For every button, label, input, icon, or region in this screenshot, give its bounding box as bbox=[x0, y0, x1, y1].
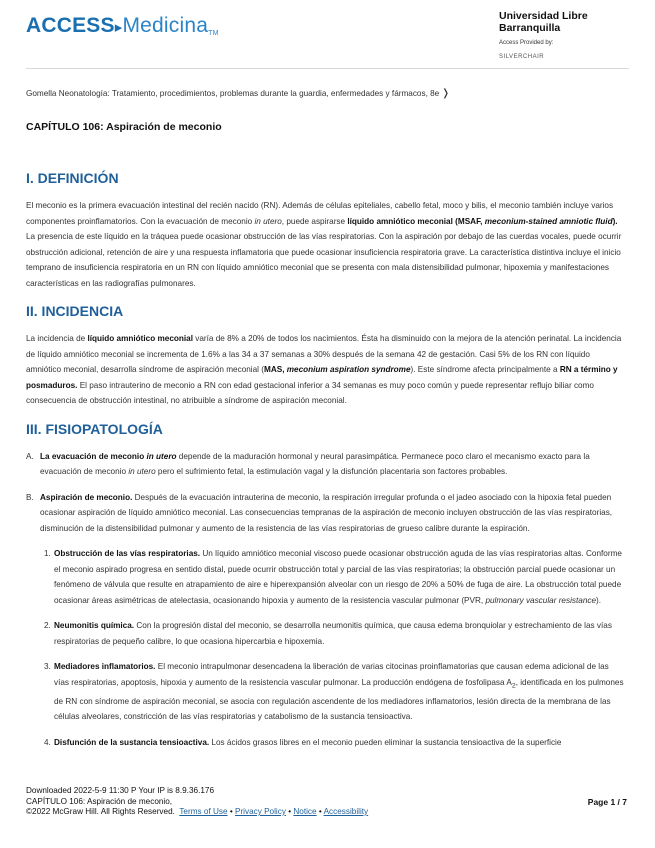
list-item-2: 2. Neumonitis química. Con la progresión distal del meconio, se desarrolla neumonitis química, que causa edema bronquiolar y estrechamiento de las vías respiratorias de pequeño calibre, lo que ocasiona hipercarbia e hipoxemia. bbox=[26, 618, 626, 649]
list-item-b: B. Aspiración de meconio. Después de la evacuación intrauterina de meconio, la respiración irregular profunda o el jadeo asociado con la hipoxia fetal pueden ocasionar aspiración de líquido amniótico meconial. Las consecuencias tempranas de la aspiración de meconio incluyen obstrucción de las vías respiratorias, disminución de la distensibilidad pulmonar y aumento de la resistencia de las vías respiratorias de grueso calibre durante la espiración. bbox=[26, 490, 626, 537]
logo-arrow-icon: ▸ bbox=[114, 19, 123, 36]
logo-access: ACCESS bbox=[26, 14, 115, 37]
list-item-3: 3. Mediadores inflamatorios. El meconio intrapulmonar desencadena la liberación de varias citocinas proinflamatorias que causan edema adicional de las vías respiratorias, apoptosis, hipoxia y aumento de la resistencia vascular pulmonar. La producción endógena de fosfolipasa $A_2$, identificada en los pulmones de RN con síndrome de aspiración meconial, se asocia con regulación ascendente de los mediadores inflamatorios, lesión directa de la membrana de las células alveolares, constricción de las vías respiratorias y catabolismo de la sustancia tensioactiva. bbox=[26, 659, 626, 725]
footer-legal: ©2022 McGraw Hill. All Rights Reserved. Terms of Use • Privacy Policy • Notice • Accessibility bbox=[26, 807, 369, 816]
incidencia-paragraph: La incidencia de líquido amniótico meconial varía de 8% a 20% de todos los nacimientos. Ésta ha disminuido con la mejora de la atención perinatal. La incidencia de líquido amniótico meconial se incrementa de 1.6% a las 34 a 37 semanas a 30% después de la semana 42 de gestación. Casi 5% de los RN con líquido amniótico meconial, desarrolla síndrome de aspiración meconial (MAS, meconium aspiration syndrome). Este síndrome afecta principalmente a RN a término y posmaduros. El paso intrauterino de meconio a RN con edad gestacional inferior a 34 semanas es muy poco común y puede representar reflujo biliar como consecuencia de obstrucción intestinal, no atribuible a síndrome de aspiración meconial. bbox=[26, 334, 622, 405]
article-content bbox=[26, 170, 626, 760]
site-logo[interactable] bbox=[26, 14, 219, 38]
aspiracion-sublist bbox=[26, 546, 626, 750]
logo-medicina: Medicina bbox=[122, 14, 209, 37]
notice-link[interactable]: Notice bbox=[293, 807, 317, 816]
logo-tm: TM bbox=[208, 30, 219, 37]
breadcrumb-book-title[interactable]: Gomella Neonatología: Tratamiento, procedimientos, problemas durante la guardia, enfermedades y fármacos, 8e bbox=[26, 89, 440, 98]
list-marker: 3. bbox=[44, 662, 51, 671]
accessibility-link[interactable]: Accessibility bbox=[323, 807, 369, 816]
footer-chapter: CAPÍTULO 106: Aspiración de meconio, bbox=[26, 796, 173, 806]
list-marker: 2. bbox=[44, 621, 51, 630]
page-footer bbox=[26, 786, 629, 818]
privacy-link[interactable]: Privacy Policy bbox=[234, 807, 286, 816]
download-info: Downloaded 2022-5-9 11:30 P Your IP is 8.9.36.176 bbox=[26, 786, 215, 795]
list-marker: A. bbox=[26, 451, 34, 461]
list-item-4: 4. Disfunción de la sustancia tensioactiva. Los ácidos grasos libres en el meconio pueden eliminar la sustancia tensioactiva de la superficie bbox=[26, 735, 626, 751]
section-heading-fisiopatologia: III. FISIOPATOLOGÍA bbox=[26, 420, 163, 437]
page-number: Page 1 / 7 bbox=[587, 797, 627, 807]
university-name: Universidad Libre Barranquilla bbox=[499, 10, 588, 34]
terms-link[interactable]: Terms of Use bbox=[179, 807, 228, 816]
access-provided-label: Access Provided by: bbox=[499, 40, 554, 46]
definicion-paragraph: El meconio es la primera evacuación intestinal del recién nacido (RN). Además de células epiteliales, cabello fetal, moco y bilis, el meconio también incluye varios componentes proinflamatorios. Con la evacuación de meconio in utero, puede aspirarse líquido amniótico meconial (MSAF, meconium-stained amniotic fluid). La presencia de este líquido en la tráquea puede ocasionar obstrucción de las vías respiratorias. Con la aspiración por debajo de las cuerdas vocales, puede ocurrir obstrucción adicional, retención de aire y una respuesta inflamatoria que puede ocasionar insuficiencia respiratoria grave. La característica distintiva incluye el inicio temprano de insuficiencia respiratoria en un RN con líquido amniótico meconial que se presenta con mala distensibilidad pulmonar, hipoxemia y manifestaciones características en las radiografías pulmonares. bbox=[26, 201, 622, 288]
header-divider bbox=[26, 68, 629, 69]
list-marker: B. bbox=[26, 492, 34, 502]
chapter-title: CAPÍTULO 106: Aspiración de meconio bbox=[26, 121, 222, 133]
list-item-a: A. La evacuación de meconio in utero depende de la maduración hormonal y neural parasimpática. Permanece poco claro el mecanismo exacto para la evacuación de meconio in utero pero el sufrimiento fetal, la estimulación vagal y la disfunción placentaria son factores probables. bbox=[26, 449, 626, 480]
list-marker: 4. bbox=[44, 737, 51, 747]
provider-logo: SILVERCHAIR bbox=[499, 54, 545, 60]
list-item-1: 1. Obstrucción de las vías respiratorias. Un líquido amniótico meconial viscoso puede ocasionar obstrucción aguda de las vías respiratorias altas. Conforme el meconio aspirado progresa en sentido distal, puede ocurrir obstrucción total y parcial de las vías respiratorias; la obstrucción parcial puede ocasionar un fenómeno de válvula que resulte en atrapamiento de aire e hiperexpansión alveolar con un riesgo de 20% a 50% de fuga de aire. La obstrucción total puede ocasionar áreas asimétricas de atelectasia, ocasionando hipoxia y aumento de la resistencia vascular pulmonar (PVR, pulmonary vascular resistance). bbox=[26, 546, 626, 608]
chevron-right-icon[interactable]: ❭ bbox=[441, 88, 450, 99]
institution-block bbox=[499, 10, 629, 60]
list-marker: 1. bbox=[44, 549, 51, 558]
section-heading-definicion: I. DEFINICIÓN bbox=[26, 170, 119, 186]
breadcrumb[interactable] bbox=[26, 88, 450, 99]
section-heading-incidencia: II. INCIDENCIA bbox=[26, 303, 124, 319]
copyright: ©2022 McGraw Hill. All Rights Reserved. bbox=[26, 807, 175, 816]
fisiopatologia-list bbox=[26, 449, 626, 537]
